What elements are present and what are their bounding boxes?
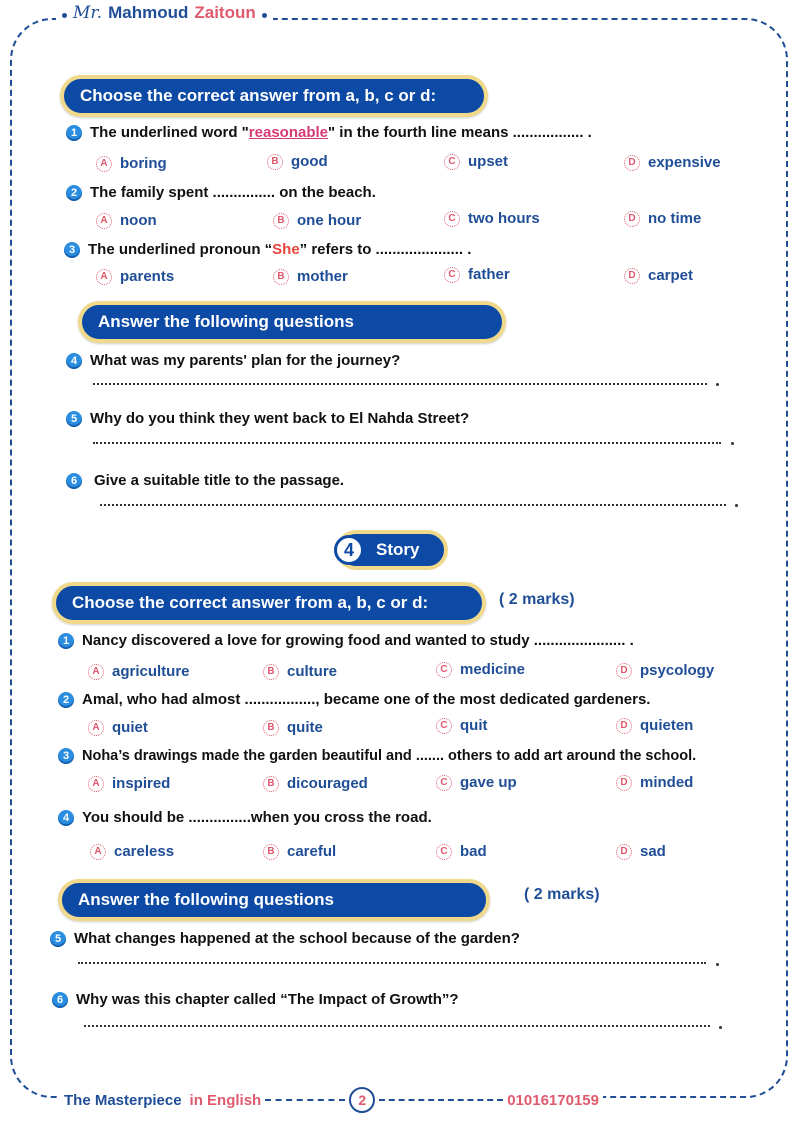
open-question (66, 352, 400, 369)
option-c[interactable] (436, 661, 525, 678)
option-c[interactable] (436, 774, 517, 791)
answer-line[interactable] (100, 504, 726, 506)
number-badge-icon: 1 (66, 125, 82, 141)
letter-d-icon: D (624, 155, 640, 171)
letter-d-icon: D (624, 268, 640, 284)
header (56, 3, 273, 23)
option-text: mother (297, 268, 348, 285)
letter-b-icon: B (263, 720, 279, 736)
number-badge-icon: 5 (50, 931, 66, 947)
letter-a-icon: A (88, 664, 104, 680)
option-text: careless (114, 843, 175, 860)
option-c[interactable] (444, 266, 510, 283)
open-question (52, 991, 459, 1008)
option-a[interactable] (96, 268, 174, 285)
footer-phone: 01016170159 (507, 1091, 599, 1109)
footer-divider (379, 1099, 503, 1101)
option-b[interactable] (273, 212, 361, 229)
option-d[interactable] (624, 210, 701, 227)
letter-c-icon: C (444, 211, 460, 227)
number-badge-icon: 4 (58, 810, 74, 826)
open-question (66, 472, 344, 489)
story-section-badge (336, 530, 448, 570)
option-d[interactable] (616, 774, 693, 791)
letter-d-icon: D (616, 663, 632, 679)
story-label: Story (376, 540, 420, 559)
option-text: quit (460, 717, 488, 734)
option-text: one hour (297, 212, 362, 229)
option-a[interactable] (96, 155, 167, 172)
answer-line-end (719, 1026, 722, 1029)
underlined-word: reasonable (248, 124, 329, 141)
answer-line-end (735, 504, 738, 507)
option-b[interactable] (267, 153, 328, 170)
option-c[interactable] (436, 843, 487, 860)
option-a[interactable] (88, 775, 170, 792)
question-text: What was my parents' plan for the journey? (90, 352, 401, 369)
option-d[interactable] (616, 662, 714, 679)
letter-a-icon: A (96, 269, 112, 285)
number-badge-icon: 2 (66, 185, 82, 201)
option-c[interactable] (436, 717, 488, 734)
marks-label: ( 2 marks) (499, 591, 575, 608)
option-text: psycology (640, 662, 715, 679)
option-text: agriculture (112, 663, 190, 680)
question-text-end: " in the fourth line means ................. . (328, 124, 592, 141)
option-text: dicouraged (287, 775, 368, 792)
letter-a-icon: A (96, 156, 112, 172)
mcq-question (66, 124, 592, 141)
question-text: Nancy discovered a love for growing food and wanted to study ...................... . (82, 632, 634, 649)
answer-line-end (716, 963, 719, 966)
option-text: father (468, 266, 510, 283)
question-text: Give a suitable title to the passage. (94, 472, 345, 489)
option-text: culture (287, 663, 338, 680)
answer-line[interactable] (93, 383, 707, 385)
number-badge-icon: 2 (58, 692, 74, 708)
question-text: Amal, who had almost ................., became one of the most dedicated gardeners. (82, 691, 651, 708)
option-c[interactable] (444, 210, 540, 227)
answer-line-end (731, 442, 734, 445)
option-d[interactable] (616, 843, 666, 860)
option-b[interactable] (263, 663, 337, 680)
question-text: Noha’s drawings made the garden beautiful and ....... others to add art around the school. (82, 748, 697, 764)
option-text: carpet (648, 267, 694, 284)
letter-c-icon: C (436, 662, 452, 678)
section-heading-answer-1: Answer the following questions (78, 301, 506, 343)
option-text: quieten (640, 717, 694, 734)
letter-c-icon: C (436, 718, 452, 734)
option-text: upset (468, 153, 509, 170)
option-a[interactable] (88, 663, 190, 680)
letter-d-icon: D (616, 718, 632, 734)
option-text: two hours (468, 210, 540, 227)
letter-b-icon: B (267, 154, 283, 170)
question-text: Why do you think they went back to El Nahda Street? (90, 410, 470, 427)
header-first-name: Mahmoud (108, 3, 189, 22)
option-b[interactable] (273, 268, 348, 285)
footer-title: The Masterpiece (64, 1091, 182, 1109)
letter-c-icon: C (436, 844, 452, 860)
mcq-question (58, 809, 432, 826)
question-text: You should be ...............when you cross the road. (82, 809, 432, 826)
marks-label: ( 2 marks) (524, 886, 600, 903)
option-text: noon (120, 212, 157, 229)
header-prefix: Mr. (73, 3, 103, 23)
question-text: The family spent ............... on the beach. (90, 184, 376, 201)
option-d[interactable] (616, 717, 693, 734)
question-text: Why was this chapter called “The Impact of Growth”? (76, 991, 459, 1008)
footer-divider (265, 1099, 345, 1101)
option-b[interactable] (263, 775, 368, 792)
letter-a-icon: A (90, 844, 106, 860)
header-last-name: Zaitoun (194, 3, 256, 22)
letter-b-icon: B (263, 844, 279, 860)
letter-d-icon: D (616, 775, 632, 791)
story-number-icon: 4 (334, 535, 364, 565)
letter-c-icon: C (444, 154, 460, 170)
option-text: good (291, 153, 328, 170)
option-a[interactable] (90, 843, 174, 860)
mcq-question (58, 632, 634, 649)
letter-c-icon: C (444, 267, 460, 283)
mcq-question (58, 691, 650, 708)
letter-d-icon: D (616, 844, 632, 860)
letter-b-icon: B (263, 664, 279, 680)
option-text: boring (120, 155, 167, 172)
mcq-question (58, 748, 696, 764)
letter-a-icon: A (88, 776, 104, 792)
option-text: medicine (460, 661, 526, 678)
letter-d-icon: D (624, 211, 640, 227)
number-badge-icon: 3 (58, 748, 74, 764)
footer-subtitle: in English (189, 1091, 262, 1109)
open-question (50, 930, 520, 947)
option-text: minded (640, 774, 694, 791)
answer-line-end (716, 383, 719, 386)
option-text: careful (287, 843, 337, 860)
letter-b-icon: B (273, 269, 289, 285)
underlined-pronoun: She (272, 241, 300, 258)
option-text: parents (120, 268, 175, 285)
question-text-end: ” refers to ..................... . (299, 241, 472, 258)
option-text: inspired (112, 775, 171, 792)
open-question (66, 410, 469, 427)
mcq-question (66, 184, 376, 201)
section-heading-choose-1: Choose the correct answer from a, b, c or d: (60, 75, 488, 117)
answer-line[interactable] (84, 1025, 710, 1027)
footer (60, 1087, 603, 1113)
section-heading-choose-2: Choose the correct answer from a, b, c or d: (52, 582, 486, 624)
question-text: The underlined word " (90, 124, 249, 141)
number-badge-icon: 6 (52, 992, 68, 1008)
option-text: sad (640, 843, 666, 860)
answer-line[interactable] (93, 442, 721, 444)
number-badge-icon: 4 (66, 353, 82, 369)
question-text: The underlined pronoun “ (88, 241, 273, 258)
option-d[interactable] (624, 154, 721, 171)
number-badge-icon: 1 (58, 633, 74, 649)
option-d[interactable] (624, 267, 693, 284)
option-c[interactable] (444, 153, 508, 170)
letter-a-icon: A (88, 720, 104, 736)
option-b[interactable] (263, 719, 323, 736)
option-text: no time (648, 210, 702, 227)
letter-b-icon: B (263, 776, 279, 792)
number-badge-icon: 6 (66, 473, 82, 489)
letter-c-icon: C (436, 775, 452, 791)
header-dot-left (62, 13, 67, 18)
number-badge-icon: 5 (66, 411, 82, 427)
option-a[interactable] (88, 719, 148, 736)
answer-line[interactable] (78, 962, 706, 964)
number-badge-icon: 3 (64, 242, 80, 258)
option-text: bad (460, 843, 487, 860)
mcq-question (64, 241, 471, 258)
letter-b-icon: B (273, 213, 289, 229)
header-dot-right (262, 13, 267, 18)
option-b[interactable] (263, 843, 336, 860)
letter-a-icon: A (96, 213, 112, 229)
option-text: gave up (460, 774, 517, 791)
section-heading-answer-2: Answer the following questions (58, 879, 490, 921)
page-number: 2 (349, 1087, 375, 1113)
option-a[interactable] (96, 212, 157, 229)
question-text: What changes happened at the school because of the garden? (74, 930, 520, 947)
option-text: quiet (112, 719, 148, 736)
option-text: quite (287, 719, 323, 736)
option-text: expensive (648, 154, 721, 171)
